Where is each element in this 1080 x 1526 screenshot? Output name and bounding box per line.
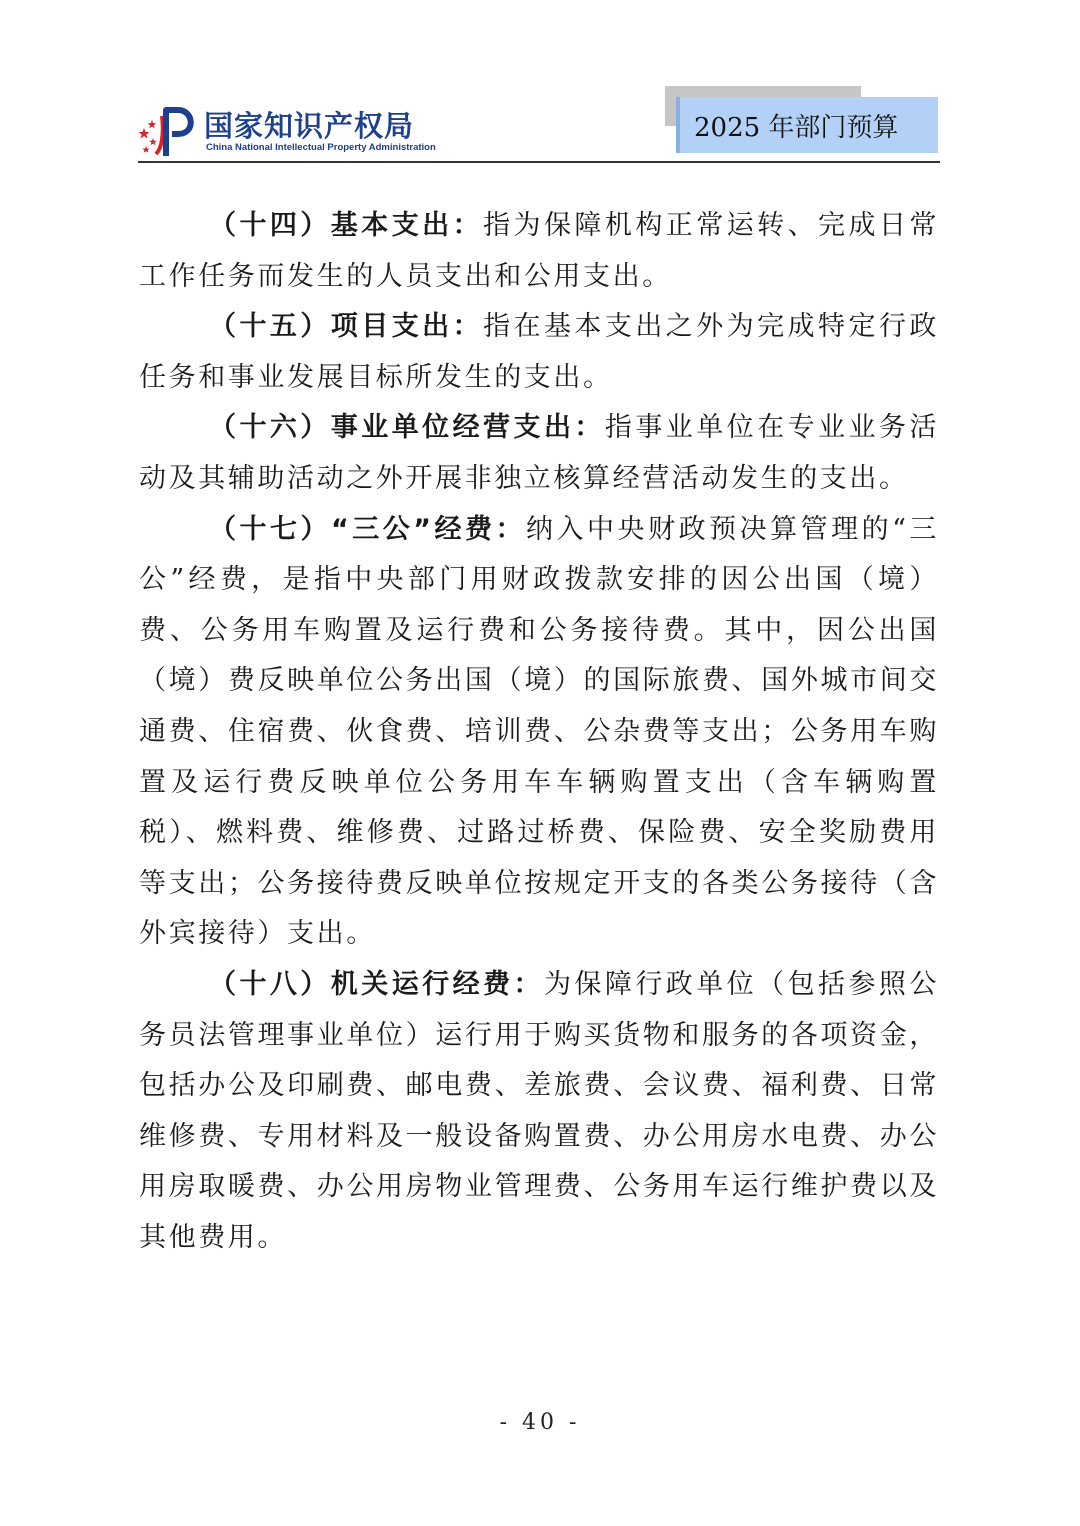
definition-text: 纳入中央财政预决算管理的“三公”经费，是指中央部门用财政拨款安排的因公出国（境）费、公务用车购置及运行费和公务接待费。其中，因公出国（境）费反映单位公务出国（境）的国际旅费、国外城市间交通费、住宿费、伙食费、培训费、公杂费等支出；公务用车购置及运行费反映单位公务用车车辆购置支出（含车辆购置税）、燃料费、维修费、过路过桥费、保险费、安全奖励费用等支出；公务接待费反映单位按规定开支的各类公务接待（含外宾接待）支出。 xyxy=(139,513,940,950)
definition-term: （十七）“三公”经费： xyxy=(209,513,527,545)
header-divider xyxy=(138,161,940,163)
definition-paragraph xyxy=(139,201,939,302)
definition-paragraph xyxy=(139,505,939,960)
document-body xyxy=(139,201,939,1263)
definition-term: （十八）机关运行经费： xyxy=(209,968,544,1000)
cnipa-emblem-icon xyxy=(138,104,198,160)
definition-paragraph xyxy=(139,960,939,1264)
definition-term: （十五）项目支出： xyxy=(209,311,484,343)
definition-term: （十四）基本支出： xyxy=(209,210,484,241)
definition-text: 为保障行政单位（包括参照公务员法管理事业单位）运行用于购买货物和服务的各项资金，包括办公及印刷费、邮电费、差旅费、会议费、福利费、日常维修费、专用材料及一般设备购置费、办公用房水电费、办公用房取暖费、办公用房物业管理费、公务用车运行维护费以及其他费用。 xyxy=(139,968,939,1253)
cnipa-logo xyxy=(138,104,438,160)
org-name-cn: 国家知识产权局 xyxy=(204,109,415,143)
definition-paragraph xyxy=(139,403,939,504)
doc-tag xyxy=(676,97,938,153)
definition-paragraph xyxy=(139,302,939,403)
page-header xyxy=(138,84,940,164)
definition-text: 指事业单位在专业业务活动及其辅助活动之外开展非独立核算经营活动发生的支出。 xyxy=(139,412,939,494)
definition-term: （十六）事业单位经营支出： xyxy=(209,412,605,444)
definition-text: 指在基本支出之外为完成特定行政任务和事业发展目标所发生的支出。 xyxy=(139,311,940,393)
page-number: - 40 - xyxy=(499,1410,581,1435)
definition-text: 指为保障机构正常运转、完成日常工作任务而发生的人员支出和公用支出。 xyxy=(139,210,940,292)
doc-tag-text: 2025 年部门预算 xyxy=(694,113,899,143)
org-name-en: China National Intellectual Property Administration xyxy=(206,142,436,153)
